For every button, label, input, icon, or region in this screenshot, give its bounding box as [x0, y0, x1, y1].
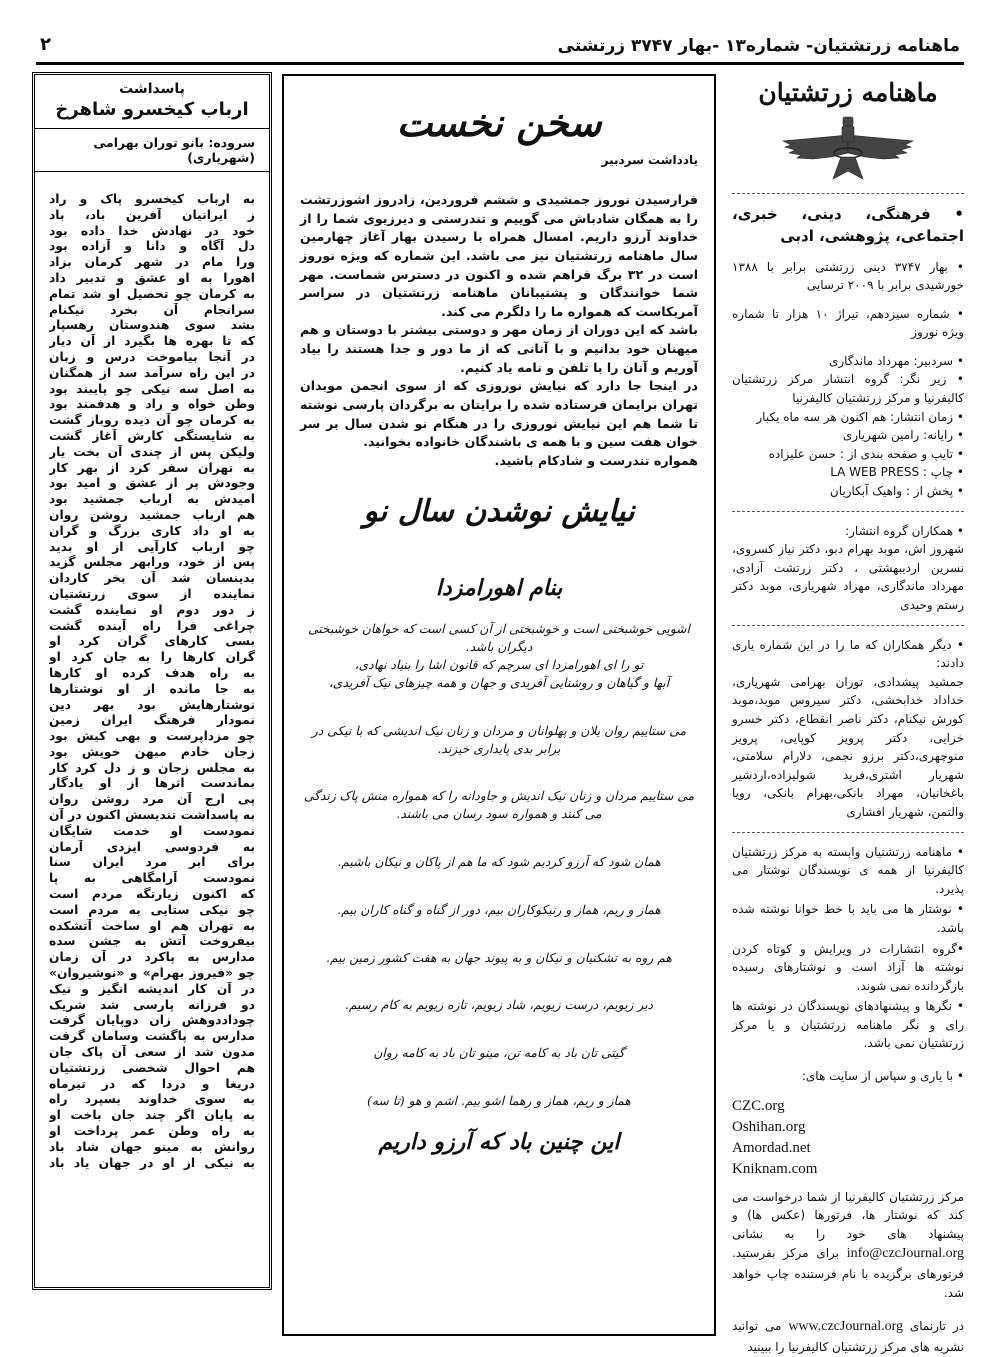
poem-line: هم احوال شخصی زرتشتیان — [49, 1060, 255, 1075]
website-link[interactable]: Oshihan.org — [732, 1118, 806, 1135]
poem-line: بشد سوی هندوستان رهسپار — [49, 318, 255, 333]
website-line-prefix: در تارنمای — [909, 1319, 964, 1334]
poem-line: که اکنون زیارتگه مردم است — [49, 887, 255, 902]
poem-line: به جا مانده از او نوشتارها — [49, 681, 255, 696]
poem-line: به کرمان چو آن دیده روباز گشت — [49, 413, 255, 428]
info-item-schedule: • زمان انتشار: هم اکنون هر سه ماه یکبار — [756, 409, 964, 424]
editorial-byline: یادداشت سردبیر — [601, 153, 698, 167]
poem-line: به سوی خداوند بسپرد راه — [49, 1092, 255, 1107]
editorial-body — [300, 191, 698, 470]
policy-item: • نوشتار ها می باید با خط خوانا نوشته شده باشد. — [732, 902, 964, 935]
faravahar-icon — [773, 113, 923, 183]
prayer-line: می ستاییم روان یلان و پهلوانان و مردان و زنان نیک اندیشی که با نیکی در برابر بدی پایداری خیزند. — [311, 723, 687, 756]
prayer-line: هم روه به تشکنیان و نیکان و به پیوند جهان به هفت کشور زمین بیم. — [326, 950, 672, 965]
categories-line: • فرهنگی، دینی، خبری، اجتماعی، پژوهشی، ادبی — [732, 205, 964, 245]
poem-line: وطن خواه و راد و هدفمند بود — [49, 397, 255, 412]
poem-line: به راه وطن عمر پرداخت او — [49, 1124, 255, 1139]
masthead: ماهنامه زرتشتیان — [758, 78, 938, 107]
divider — [35, 128, 269, 129]
poem-line: بدینسان شد آن بخر کاردان — [49, 571, 255, 586]
info-item-editor: • سردبیر: مهرداد ماندگاری — [828, 353, 964, 368]
prayer-block — [300, 621, 698, 692]
prayer-line: اشویی خوشبختی است و خوشبختی از آن کسی است که خواهان خوشبختی دیگران باشد. — [308, 622, 690, 655]
poem-line: به نیکی از او در جهان یاد باد — [49, 1155, 255, 1170]
poem-line: هم ارباب جمشید روشن روان — [49, 507, 255, 522]
poem-line: خود در نهادش خدا داده بود — [49, 223, 255, 238]
prayer-block — [300, 1093, 698, 1111]
website-link[interactable]: Kniknam.com — [732, 1160, 818, 1177]
info-item-layout: • تایپ و صفحه بندی از : حسن علیزاده — [768, 446, 964, 461]
info-item-date: • بهار ۳۷۴۷ دینی زرتشتی برابر با ۱۳۸۸ خورشیدی برابر با ۲۰۰۹ ترسایی — [732, 259, 965, 293]
poem-body — [49, 192, 255, 1171]
prayer-block — [300, 788, 698, 824]
poem-line: نماینده از سوی زرتشتیان — [49, 586, 255, 601]
poem-line: مدارس به پاکرد در آن زمان — [49, 950, 255, 965]
prayer-line: همان شود که آرزو کردیم شود که ما هم از پاکان و نیکان باشیم. — [337, 855, 661, 869]
website-line — [732, 1316, 964, 1356]
poem-author: سروده: بانو توران بهرامی (شهریاری) — [93, 135, 255, 165]
poem-line: در این راه سرآمد سد از همگنان — [49, 365, 255, 380]
divider — [732, 193, 964, 194]
poem-line: روانش به مینو جهان شاد باد — [49, 1139, 255, 1154]
poem-kicker: پاسداشت — [119, 81, 185, 97]
prayer-line: می ستاییم مردان و زنان نیک اندیش و جاودانه را که همواره منش پاک زندگی می کنند و همواره سود رسان می باشند. — [303, 789, 695, 822]
prayer-line: آبها و گیاهان و روشنایی آفریدی و جهان و همه چیزهای نیک آفریدی، — [328, 675, 670, 690]
poem-column — [32, 72, 272, 1290]
poem-line: به مجلس زجان و ز دل کرد کار — [49, 760, 255, 775]
poem-line: نمودار فرهنگ ایران زمین — [49, 713, 255, 728]
poem-line: ز دور دوم او نماینده گشت — [49, 602, 255, 617]
poem-line: در آن کار اندیشه انگیز و نیک — [49, 981, 255, 996]
prayer-block — [300, 950, 698, 968]
contributors-label: • همکاران گروه انتشار: — [845, 523, 964, 538]
editorial-title: سخن نخست — [396, 100, 602, 145]
poem-line: به کرمان چو تحصیل او شد تمام — [49, 286, 255, 301]
poem-line: به راه هدف کرده او کارها — [49, 665, 255, 680]
poem-line: دریغا و دردا که در تیرماه — [49, 1076, 255, 1091]
poem-line: بیفروخت آتش به جشن سده — [49, 934, 255, 949]
poem-line: ولیکن پس از چندی آن بخت یار — [49, 444, 255, 459]
poem-line: بسی کارهای گران کرد او — [49, 634, 255, 649]
policy-item: •گروه انتشارات در ویرایش و کوتاه کردن نوشته ها آزاد است و نوشتارهای رسیده بازگردانده نمی شوند. — [732, 941, 964, 993]
poem-line: پس از خود، ورابهر مجلس گزید — [49, 555, 255, 570]
poem-line: زجان خادم میهن خویش بود — [49, 744, 255, 759]
editorial-paragraph: فرارسیدن نوروز جمشیدی و ششم فروردین، زادروز اشوزرتشت را به همگان شادباش می گوییم و تندرستی و دیرزیوی شما را از خداوند آرزو داریم. امسال همراه با رسیدن بهار آغاز چهارمین سال ماهنامه زرتشتیان نیز می باشد. این شماره که ویژه نوروز است در ۳۲ برگ فراهم شده و اکنون در دسترس شماست. مهر شما خوانندگان و پشتیبانان ماهنامه زرتشتیان در سراسر آمریکاست که همواره ما را دلگرم می کند. — [300, 192, 699, 319]
poem-line: به پاسداشت تندیسش اکنون در آن — [49, 808, 255, 823]
poem-line: امیدش به ارباب جمشید بود — [49, 492, 255, 507]
website-link[interactable]: CZC.org — [732, 1097, 785, 1114]
policy-item: • ماهنامه زرتشتیان وابسته به مرکز زرتشتیان کالیفرنیا از همه ی نویسندگان نوشتار می پذیرد. — [732, 844, 964, 896]
poem-line: چو نیکی ستایی به مردم است — [49, 902, 255, 917]
editorial-paragraph: همواره تندرست و شادکام باشید. — [494, 452, 698, 468]
thanks-line: • با یاری و سپاس از سایت های: — [801, 1069, 964, 1084]
poem-line: مدون شد از سعی آن پاک جان — [49, 1045, 255, 1060]
info-item-computer: • رایانه: رامین شهریاری — [842, 428, 964, 443]
prayer-line: هماز و ریم، هماز و رنیکوکاران بیم، دور از گناه و گناه کاران بیم. — [337, 902, 661, 917]
prayer-block — [300, 902, 698, 920]
poem-title: ارباب کیخسرو شاهرخ — [55, 99, 249, 120]
poem-line: ورا مام در شهر کرمان بزاد — [49, 255, 255, 270]
prayer-line: هماز و ریم، هماز و رهما اشو بیم. اشم و هو (تا سه) — [367, 1094, 631, 1109]
prayer-subtitle: بنام اهورامزدا — [435, 575, 563, 602]
submission-text-part: برای مرکز بفرستید. فرتورهای برگزیده با نام فرستنده چاپ خواهد شد. — [732, 1246, 964, 1300]
info-item-distribution: • پخش از : واهیک آبکاریان — [829, 484, 964, 499]
header-rule — [36, 62, 964, 65]
poem-line: به اصل سه نیکی چو پایبند بود — [49, 381, 255, 396]
poem-line: چراغی فرا راه آینده گشت — [49, 618, 255, 633]
poem-line: نمودست او خدمت شایگان — [49, 823, 255, 838]
poem-line: نوشتارهایش بود بهر دین — [49, 697, 255, 712]
poem-line: نمودست آرامگاهی به پا — [49, 871, 255, 886]
issue-header-title: ماهنامه زرتشتیان- شماره۱۳ -بهار ۳۷۴۷ زرتشتی — [557, 36, 960, 56]
poem-line: به فردوسی ایزدی آرمان — [49, 839, 255, 854]
divider — [732, 625, 964, 626]
poem-line: دو فرزانه پارسی شد شریک — [49, 997, 255, 1012]
policy-item: • نگرها و پیشنهادهای نویسندگان در نوشته ها رای و نگر ماهنامه زرتشتیان و یا مرکز زرتشتیان نمی باشد. — [732, 999, 964, 1051]
poem-line: چو ارباب کارآیی از او بدید — [49, 539, 255, 554]
editorial-column — [282, 74, 716, 1336]
poem-line: مدارس به پاگشت وسامان گرفت — [49, 1029, 255, 1044]
poem-line: به ارباب کیخسرو پاک و راد — [49, 192, 255, 206]
poem-line: در آنجا بیاموخت درس و زبان — [49, 349, 255, 364]
issue-contributors-label: • دیگر همکاران که ما را در این شماره یاری دادند: — [732, 637, 964, 671]
poem-line: پی ارج آن مرد روشن روان — [49, 792, 255, 807]
prayer-block — [300, 997, 698, 1015]
poem-line: به تهران هم او ساخت آتشکده — [49, 918, 255, 933]
website-url-link[interactable]: www.czcJournal.org — [788, 1319, 903, 1335]
prayer-title: نیایش نوشدن سال نو — [363, 494, 635, 530]
contributors-list: شهروز اش، موبد بهرام دبو، دکتر نیاز کسروی، نسرین اردیبهشتی ، دکتر زرتشت آزادی، مهرداد ماندگاری، مهزاد شهریاری، موبد دکتر رستم وحیدی — [732, 542, 964, 612]
prayer-line: دیر زیویم، درست زیویم، شاد زیویم، تازه زیویم به کام رسیم. — [344, 998, 654, 1013]
website-line-suffix: می توانید نشریه های مرکز زرتشتیان کالیفرنیا را ببینید — [732, 1319, 964, 1354]
poem-line: چوداددوهش زان دوپایان گرفت — [49, 1013, 255, 1028]
submission-text-part: مرکز زرتشتیان کالیفرنیا از شما درخواست می کند که نوشتار ها، فرتورها (عکس ها) و پیشنهاد های خود را به نشانی — [732, 1189, 964, 1241]
editorial-paragraph: باشد که این دوران از زمان مهر و دوستی بیشتر با دوستان و هم میهنان خود بدانیم و با آنانی که از ما دور و جدا هستند را بیاد آوریم و آنان را با تلفن و نامه یاد کنیم. — [300, 322, 698, 375]
poem-line: چو «فیروز بهرام» و «نوشیروان» — [49, 966, 255, 981]
prayer-line: گیتی تان باد به کامه تن، مینو تان باد به کامه روان — [373, 1046, 625, 1061]
issue-contributors-list: جمشید پیشدادی، توران بهرامی شهریاری، خداداد خدابخشی، دکتر سیروس موبد،موبد کورش نیکنام، دکتر ناصر انقطاع، دکتر خسرو خزایی، دکتر پرویز کوپایی، پرویز منوچهری،دکتر برزو نجمی، دلارام سلامتی، شهریار اشتری،فرید شولیزاده،اردشیر باغخانیان، مهراد بانکی،بهرام بانکی، رویا والتمن، شهریار افشاری — [732, 674, 964, 819]
poem-line: به تهران سفر کرد از بهر کار — [49, 460, 255, 475]
divider — [732, 832, 964, 833]
sidebar-column — [732, 72, 965, 1354]
poem-line: وجودش پر از عشق و امید بود — [49, 476, 255, 491]
prayer-block — [300, 723, 698, 759]
divider — [35, 171, 269, 172]
poem-line: دل آگاه و دانا و آزاده بود — [49, 239, 255, 254]
poem-line: به پایان اگر چند جان باخت او — [49, 1108, 255, 1123]
poem-line: بماندست اثرها از او یادگار — [49, 776, 255, 791]
poem-line: ز ایرانیان آفرین باد، باد — [49, 207, 255, 222]
prayer-block — [300, 1045, 698, 1063]
poem-line: گران کارها را به جان کرد او — [49, 650, 255, 665]
website-list — [732, 1096, 964, 1180]
poem-line: سرانجام آن بخرد نیکنام — [49, 302, 255, 317]
editorial-paragraph: در اینجا جا دارد که نیایش نوروزی که از سوی انجمن موبدان تهران برایمان فرستاده شده را برایتان به برگردان پارسی نوشته تا شما هم این نیایش نوروزی را در هنگام نو شدن سال بر سر خوان هفت سین و با همه ی باشندگان خانواده بخوانید. — [300, 378, 698, 450]
page-number: ۲ — [40, 34, 51, 55]
poem-line: چو مزداپرست و بهی کیش بود — [49, 729, 255, 744]
prayer-line: تو را ای اهورامزدا ای سرچم که قانون اشا را بنیاد نهادی، — [354, 658, 644, 673]
prayer-closing: این چنین باد که آرزو داریم — [378, 1128, 620, 1155]
poem-line: برای ابر مرد ایران سنا — [49, 855, 255, 870]
info-item-print: • چاپ : LA WEB PRESS — [830, 465, 964, 480]
poem-line: که تا بهره ها بگیرد از آن دیار — [49, 334, 255, 349]
poem-line: به شایستگی کارش آغاز گشت — [49, 428, 255, 443]
email-link[interactable]: info@czcJournal.org — [846, 1246, 964, 1262]
poem-line: اهورا به او عشق و تدبیر داد — [49, 270, 255, 285]
poem-line: به او داد کاری بزرگ و گران — [49, 523, 255, 538]
website-link[interactable]: Amordad.net — [732, 1139, 811, 1156]
divider — [732, 511, 964, 512]
prayer-block — [300, 854, 698, 872]
info-item-publisher: • زیر نگر: گروه انتشار مرکز زرتشتیان کالیفرنیا و مرکز زرتشتیان کالیفرنیا — [732, 372, 964, 406]
info-item-issue: • شماره سیزدهم، تیراژ ۱۰ هزار تا شماره ویژه نوروز — [732, 306, 965, 340]
submission-text — [732, 1188, 964, 1303]
